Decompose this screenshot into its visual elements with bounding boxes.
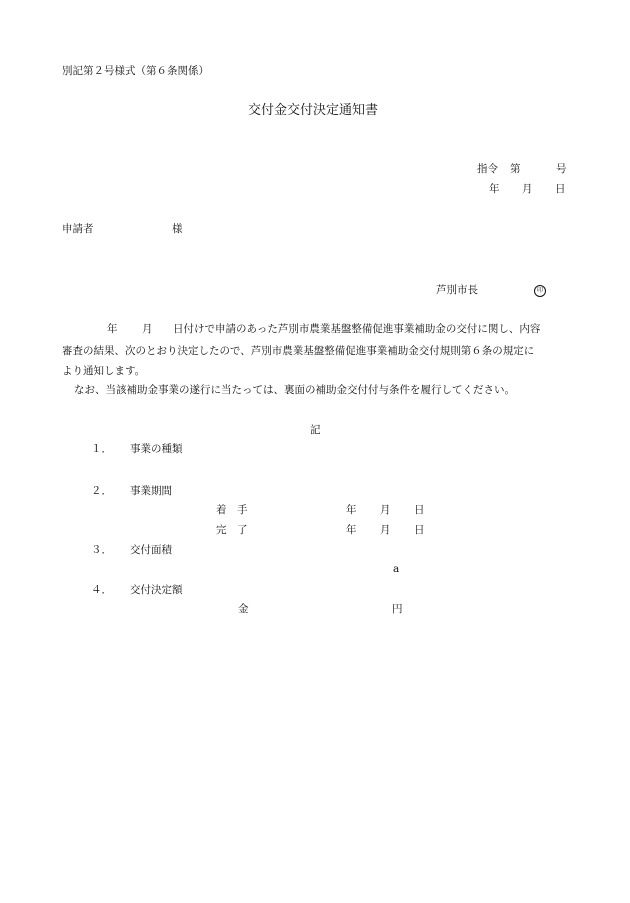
item-1-label: 事業の種類 xyxy=(130,443,183,455)
item-1-number: １． xyxy=(91,443,112,455)
amount-prefix: 金 xyxy=(238,603,249,615)
start-label: 着 手 xyxy=(216,504,248,516)
end-day: 日 xyxy=(414,524,425,536)
mayor-title: 芦別市長 xyxy=(436,284,478,296)
body-line1-year: 年 xyxy=(107,323,118,335)
document-title: 交付金交付決定通知書 xyxy=(248,103,379,118)
item-4-label: 交付決定額 xyxy=(130,584,183,596)
form-label: 別記第２号様式（第６条関係） xyxy=(62,65,209,77)
item-2-label: 事業期間 xyxy=(130,485,172,497)
applicant-sama: 様 xyxy=(172,223,183,235)
start-year: 年 xyxy=(346,504,357,516)
issue-date-year: 年 xyxy=(489,183,500,195)
reference-gou: 号 xyxy=(556,163,567,175)
start-month: 月 xyxy=(380,504,391,516)
item-3-label: 交付面積 xyxy=(130,544,172,556)
seal-mark xyxy=(534,284,546,297)
reference-dai: 第 xyxy=(510,163,521,175)
body-line3: より通知します。 xyxy=(62,365,146,377)
end-month: 月 xyxy=(380,524,391,536)
body-line1-rest: 日付けで申請のあった芦別市農業基盤整備促進事業補助金の交付に関し、内容 xyxy=(173,323,541,335)
area-unit: a xyxy=(393,563,400,575)
applicant-label: 申請者 xyxy=(62,223,94,235)
end-year: 年 xyxy=(346,524,357,536)
body-line1-month: 月 xyxy=(142,323,153,335)
ki-heading: 記 xyxy=(310,424,321,436)
body-line2: 審査の結果、次のとおり決定したので、芦別市農業基盤整備促進事業補助金交付規則第６条の規定に xyxy=(62,345,535,357)
reference-shirei: 指令 xyxy=(477,163,498,175)
amount-unit: 円 xyxy=(392,603,403,615)
issue-date-day: 日 xyxy=(555,183,566,195)
item-3-number: ３． xyxy=(91,544,112,556)
body-line4: なお、当該補助金事業の遂行に当たっては、裏面の補助金交付付与条件を履行してください。 xyxy=(74,384,515,396)
item-2-number: ２． xyxy=(91,485,112,497)
seal-icon: 印 xyxy=(534,285,546,297)
issue-date-month: 月 xyxy=(522,183,533,195)
start-day: 日 xyxy=(414,504,425,516)
item-4-number: ４． xyxy=(91,584,112,596)
end-label: 完 了 xyxy=(216,524,248,536)
